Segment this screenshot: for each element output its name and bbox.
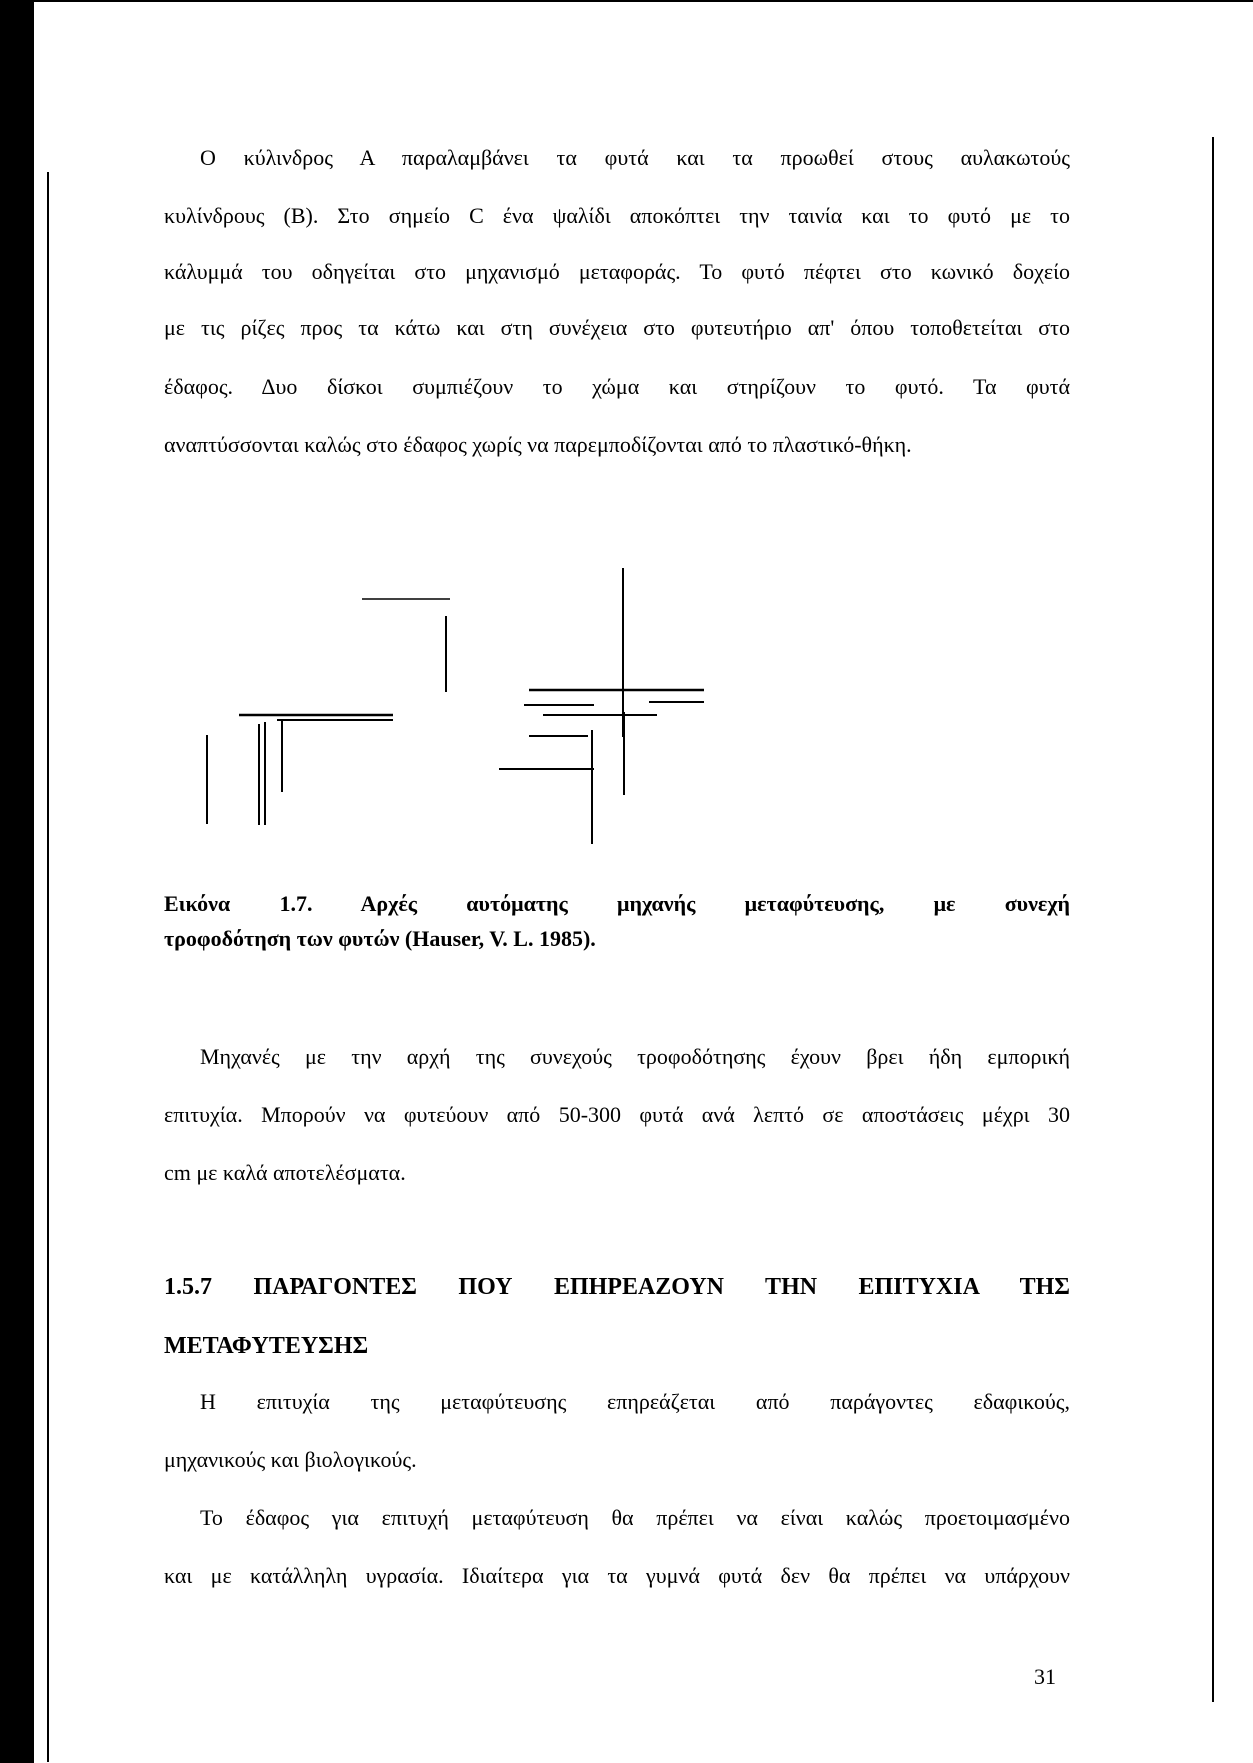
figure-caption-line: Εικόνα 1.7. Αρχές αυτόματης μηχανής μεταφύτευσης, με συνεχή bbox=[164, 891, 1070, 916]
paragraph-3-line: μηχανικούς και βιολογικούς. bbox=[164, 1447, 417, 1472]
document-page bbox=[34, 2, 1253, 1763]
paragraph-1-line: αναπτύσσονται καλώς στο έδαφος χωρίς να παρεμποδίζονται από το πλαστικό-θήκη. bbox=[164, 432, 912, 457]
paragraph-2-line: Μηχανές με την αρχή της συνεχούς τροφοδότησης έχουν βρει ήδη εμπορική bbox=[200, 1044, 1070, 1069]
figure-caption-line: τροφοδότηση των φυτών (Hauser, V. L. 1985). bbox=[164, 926, 596, 951]
paragraph-1-line: κυλίνδρους (Β). Στο σημείο C ένα ψαλίδι αποκόπτει την ταινία και το φυτό με το bbox=[164, 203, 1070, 228]
paragraph-4-line: Το έδαφος για επιτυχή μεταφύτευση θα πρέπει να είναι καλώς προετοιμασμένο bbox=[200, 1505, 1070, 1530]
transplanter-diagram bbox=[34, 2, 1253, 902]
paragraph-1-line: έδαφος. Δυο δίσκοι συμπιέζουν το χώμα και στηρίζουν το φυτό. Τα φυτά bbox=[164, 374, 1070, 399]
paragraph-1-line: με τις ρίζες προς τα κάτω και στη συνέχεια στο φυτευτήριο απ' όπου τοποθετείται στο bbox=[164, 315, 1070, 340]
paragraph-1-line: Ο κύλινδρος Α παραλαμβάνει τα φυτά και τα προωθεί στους αυλακωτούς bbox=[200, 145, 1070, 170]
section-heading-line: 1.5.7 ΠΑΡΑΓΟΝΤΕΣ ΠΟΥ ΕΠΗΡΕΑΖΟΥΝ ΤΗΝ ΕΠΙΤΥΧΙΑ ΤΗΣ bbox=[164, 1274, 1070, 1300]
paragraph-1-line: κάλυμμά του οδηγείται στο μηχανισμό μεταφοράς. Το φυτό πέφτει στο κωνικό δοχείο bbox=[164, 259, 1070, 284]
paragraph-2-line: επιτυχία. Μπορούν να φυτεύουν από 50-300 φυτά ανά λεπτό σε αποστάσεις μέχρι 30 bbox=[164, 1102, 1070, 1127]
page-number: 31 bbox=[1034, 1664, 1056, 1689]
paragraph-2-line: cm με καλά αποτελέσματα. bbox=[164, 1160, 406, 1185]
paragraph-4-line: και με κατάλληλη υγρασία. Ιδιαίτερα για τα γυμνά φυτά δεν θα πρέπει να υπάρχουν bbox=[164, 1563, 1070, 1588]
paragraph-3-line: Η επιτυχία της μεταφύτευσης επηρεάζεται από παράγοντες εδαφικούς, bbox=[200, 1389, 1070, 1414]
section-heading-line: ΜΕΤΑΦΥΤΕΥΣΗΣ bbox=[164, 1333, 369, 1359]
